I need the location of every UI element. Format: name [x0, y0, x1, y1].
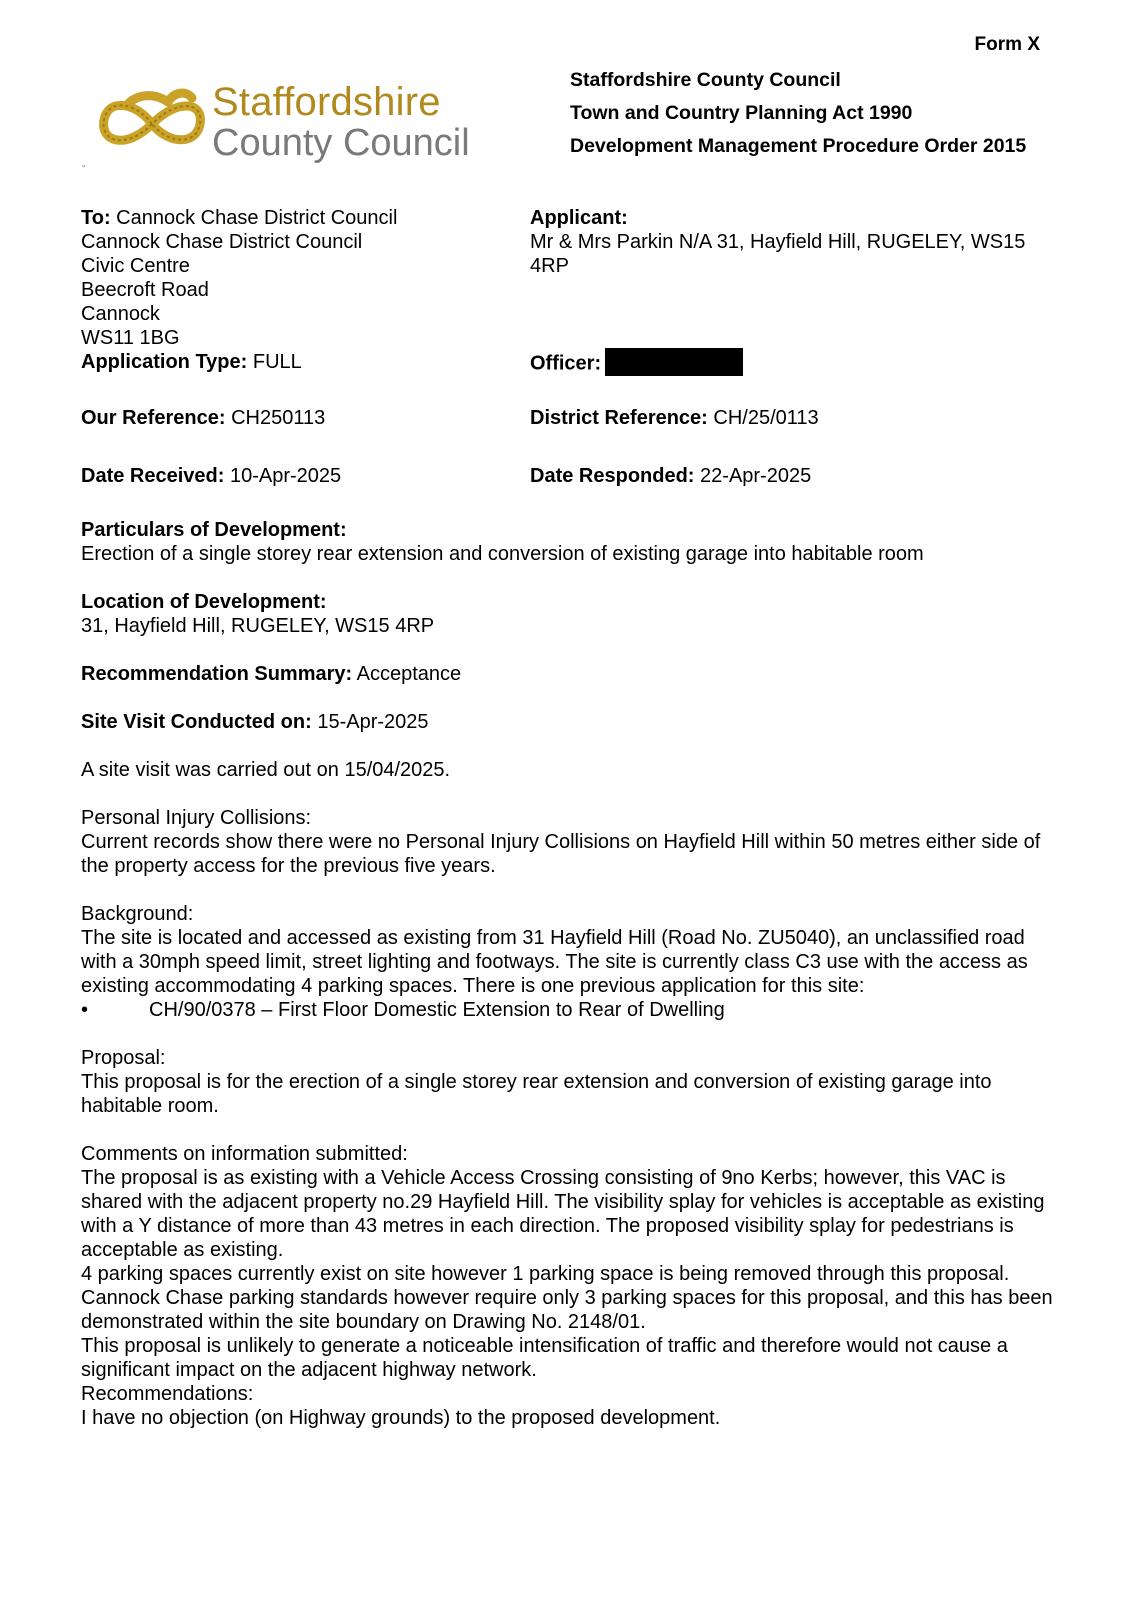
proposal-heading: Proposal:: [81, 1047, 166, 1069]
collisions-text: Current records show there were no Personal Injury Collisions on Hayfield Hill within 50 metres either side of the property access for the previous five years.: [81, 831, 1041, 877]
particulars-section: [81, 518, 1061, 566]
officer-row: [530, 350, 743, 378]
logo-subtitle: County Council: [212, 122, 470, 164]
logo-mark-dot: ": [82, 164, 86, 175]
application-type-label: Application Type:: [81, 351, 248, 373]
applicant-label: Applicant:: [530, 207, 628, 229]
date-received-value: 10-Apr-2025: [229, 465, 342, 487]
bullet-symbol: •: [81, 999, 89, 1021]
to-address-line: Beecroft Road: [81, 279, 209, 301]
recommendation-summary-row: [81, 662, 1061, 686]
form-label: Form X: [974, 34, 1040, 55]
previous-application: CH/90/0378 – First Floor Domestic Extension to Rear of Dwelling: [149, 999, 725, 1021]
date-responded-value: 22-Apr-2025: [700, 465, 812, 487]
our-reference-value: CH250113: [231, 407, 326, 429]
comments-paragraph: This proposal is unlikely to generate a noticeable intensification of traffic and therefore would not cause a significant impact on the adjacent highway network.: [81, 1335, 1008, 1381]
applicant-line-2: 4RP: [530, 255, 569, 277]
to-address-line: Cannock Chase District Council: [81, 231, 363, 253]
proposal-section: [81, 1046, 1061, 1118]
comments-heading: Comments on information submitted:: [81, 1143, 408, 1165]
background-section: [81, 902, 1061, 1022]
applicant-block: [530, 206, 1025, 278]
site-visit-row: [81, 710, 1061, 734]
collisions-section: [81, 806, 1061, 878]
officer-label: Officer:: [530, 352, 602, 375]
date-received-label: Date Received:: [81, 465, 225, 487]
document-header: [570, 64, 1026, 163]
header-line-2: Town and Country Planning Act 1990: [570, 102, 913, 124]
site-visit-value: 15-Apr-2025: [317, 711, 429, 733]
application-type-value: FULL: [252, 351, 302, 373]
to-address-line: WS11 1BG: [81, 327, 180, 349]
background-text: The site is located and accessed as existing from 31 Hayfield Hill (Road No. ZU5040), an unclassified road with a 30mph speed limit, street lighting and footways. The site is currently class C3 use with the access as existing accommodating 4 parking spaces. There is one previous application for this site:: [81, 927, 1028, 997]
council-logo: [96, 80, 470, 166]
logo-title: Staffordshire: [212, 80, 441, 124]
proposal-text: This proposal is for the erection of a single storey rear extension and conversion of existing garage into habitable room.: [81, 1071, 992, 1117]
recommendation-summary-value: Acceptance: [356, 663, 462, 685]
our-reference-label: Our Reference:: [81, 407, 226, 429]
particulars-value: Erection of a single storey rear extension and conversion of existing garage into habitable room: [81, 543, 924, 565]
to-address-line: Civic Centre: [81, 255, 190, 277]
applicant-line-1: Mr & Mrs Parkin N/A 31, Hayfield Hill, RUGELEY, WS15: [530, 231, 1026, 253]
recommendations-heading: Recommendations:: [81, 1383, 254, 1405]
recommendations-text: I have no objection (on Highway grounds) to the proposed development.: [81, 1407, 721, 1429]
site-visit-label: Site Visit Conducted on:: [81, 711, 312, 733]
our-reference-row: [81, 406, 325, 430]
district-reference-value: CH/25/0113: [713, 407, 819, 429]
location-label: Location of Development:: [81, 591, 327, 613]
to-block: [81, 206, 397, 374]
to-address-line: Cannock: [81, 303, 160, 325]
recommendation-summary-label: Recommendation Summary:: [81, 663, 353, 685]
header-line-3: Development Management Procedure Order 2015: [570, 135, 1027, 157]
date-responded-label: Date Responded:: [530, 465, 695, 487]
comments-paragraph: The proposal is as existing with a Vehicle Access Crossing consisting of 9no Kerbs; however, this VAC is shared with the adjacent property no.29 Hayfield Hill. The visibility splay for vehicles is acceptable as existing with a Y distance of more than 43 metres in each direction. The proposed visibility splay for pedestrians is acceptable as existing.: [81, 1167, 1045, 1261]
background-heading: Background:: [81, 903, 194, 925]
location-section: [81, 590, 1061, 638]
header-line-1: Staffordshire County Council: [570, 69, 841, 91]
date-responded-row: [530, 464, 811, 488]
district-reference-row: [530, 406, 819, 430]
officer-redaction: [605, 348, 743, 376]
stafford-knot-icon: [96, 84, 208, 160]
collisions-heading: Personal Injury Collisions:: [81, 807, 312, 829]
comments-paragraph: 4 parking spaces currently exist on site however 1 parking space is being removed through this proposal. Cannock Chase parking standards however require only 3 parking spaces for this proposal, and this has been demonstrated within the site boundary on Drawing No. 2148/01.: [81, 1263, 1053, 1333]
particulars-label: Particulars of Development:: [81, 519, 347, 541]
to-value: Cannock Chase District Council: [116, 207, 398, 229]
to-label: To:: [81, 207, 111, 229]
comments-section: [81, 1142, 1061, 1430]
location-value: 31, Hayfield Hill, RUGELEY, WS15 4RP: [81, 615, 435, 637]
district-reference-label: District Reference:: [530, 407, 708, 429]
site-visit-note: A site visit was carried out on 15/04/2025.: [81, 759, 451, 781]
date-received-row: [81, 464, 341, 488]
background-bullet-item: [81, 998, 1061, 1022]
